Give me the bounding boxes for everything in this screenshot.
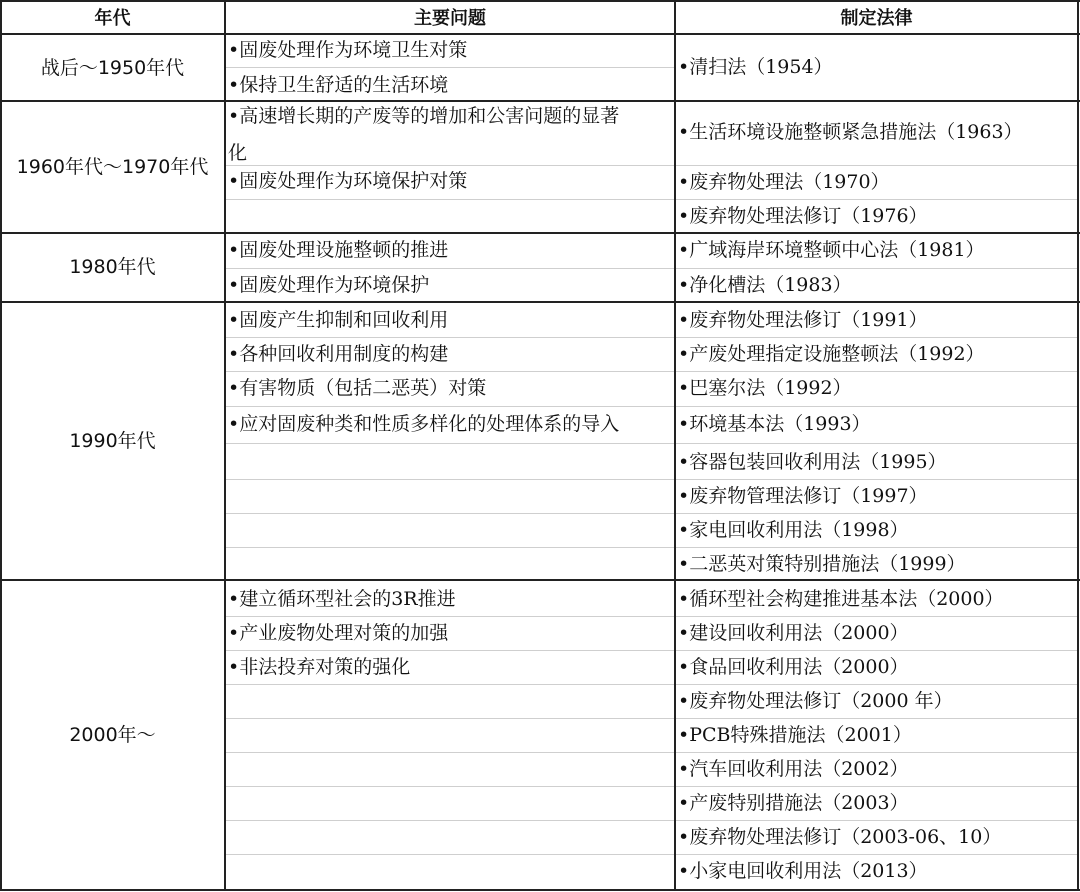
law-item: •巴塞尔法（1992） — [678, 377, 852, 399]
row-divider — [226, 752, 675, 753]
law-item: •广域海岸环境整顿中心法（1981） — [678, 239, 985, 261]
row-divider — [226, 786, 675, 787]
row-divider — [226, 67, 675, 68]
row-divider — [676, 820, 1078, 821]
law-item: •产废处理指定设施整顿法（1992） — [678, 343, 985, 365]
issue-item: •保持卫生舒适的生活环境 — [228, 74, 449, 96]
header-laws: 制定法律 — [840, 8, 913, 29]
issue-item: •非法投弃对策的强化 — [228, 656, 411, 678]
issue-item: •固废产生抑制和回收利用 — [228, 309, 449, 331]
law-item: •二恶英对策特别措施法（1999） — [678, 553, 966, 575]
row-divider — [676, 547, 1078, 548]
law-item: •废弃物处理法（1970） — [678, 171, 890, 193]
law-item: •食品回收利用法（2000） — [678, 656, 909, 678]
law-item: •废弃物处理法修订（2003-06、10） — [678, 826, 1002, 848]
row-divider — [676, 337, 1078, 338]
row-divider — [226, 650, 675, 651]
row-divider — [226, 406, 675, 407]
row-divider — [226, 718, 675, 719]
issue-item: •固废处理作为环境保护 — [228, 274, 430, 296]
era-border — [0, 301, 1080, 303]
issue-item: 化 — [228, 142, 248, 164]
row-divider — [676, 616, 1078, 617]
row-divider — [226, 443, 675, 444]
row-divider — [676, 406, 1078, 407]
column-divider — [674, 0, 676, 891]
row-divider — [226, 684, 675, 685]
law-item: •小家电回收利用法（2013） — [678, 860, 928, 882]
row-divider — [676, 513, 1078, 514]
row-divider — [676, 684, 1078, 685]
row-divider — [226, 854, 675, 855]
law-item: •废弃物管理法修订（1997） — [678, 485, 928, 507]
row-divider — [226, 199, 675, 200]
law-item: •产废特别措施法（2003） — [678, 792, 909, 814]
issue-item: •固废处理作为环境保护对策 — [228, 170, 468, 192]
era-cell: 1990年代 — [69, 430, 156, 452]
era-border — [0, 579, 1080, 581]
law-item: •净化槽法（1983） — [678, 274, 852, 296]
header-border — [0, 33, 1080, 35]
law-item: •容器包装回收利用法（1995） — [678, 451, 947, 473]
row-divider — [676, 165, 1078, 166]
column-divider — [224, 0, 226, 891]
issue-item: •固废处理设施整顿的推进 — [228, 239, 449, 261]
table-border-top — [0, 0, 1080, 2]
row-divider — [676, 268, 1078, 269]
law-item: •环境基本法（1993） — [678, 413, 871, 435]
issue-item: •有害物质（包括二恶英）对策 — [228, 377, 487, 399]
issue-item: •建立循环型社会的3R推进 — [228, 588, 456, 610]
era-cell: 战后～1950年代 — [40, 57, 185, 79]
issue-item: •各种回收利用制度的构建 — [228, 343, 449, 365]
law-item: •清扫法（1954） — [678, 56, 833, 78]
row-divider — [226, 165, 675, 166]
era-cell: 1960年代～1970年代 — [16, 156, 209, 178]
header-issues: 主要问题 — [414, 8, 486, 29]
row-divider — [226, 616, 675, 617]
row-divider — [226, 547, 675, 548]
law-item: •循环型社会构建推进基本法（2000） — [678, 588, 1004, 610]
law-item: •家电回收利用法（1998） — [678, 519, 909, 541]
law-item: •废弃物处理法修订（2000 年） — [678, 690, 953, 712]
row-divider — [226, 820, 675, 821]
row-divider — [676, 479, 1078, 480]
era-border — [0, 232, 1080, 234]
row-divider — [676, 786, 1078, 787]
era-border — [0, 100, 1080, 102]
era-cell: 1980年代 — [69, 256, 156, 278]
issue-item: •产业废物处理对策的加强 — [228, 622, 449, 644]
table-border-bottom — [0, 889, 1080, 891]
table-border-right — [1077, 0, 1079, 891]
row-divider — [676, 443, 1078, 444]
row-divider — [676, 752, 1078, 753]
row-divider — [676, 650, 1078, 651]
header-era: 年代 — [94, 8, 131, 29]
law-item: •废弃物处理法修订（1976） — [678, 205, 928, 227]
issue-item: •高速增长期的产废等的增加和公害问题的显著 — [228, 105, 620, 127]
era-cell: 2000年～ — [69, 724, 156, 746]
law-item: •汽车回收利用法（2002） — [678, 758, 909, 780]
row-divider — [676, 371, 1078, 372]
law-item: •废弃物处理法修订（1991） — [678, 309, 928, 331]
row-divider — [676, 199, 1078, 200]
issue-item: •应对固废种类和性质多样化的处理体系的导入 — [228, 413, 620, 435]
issue-item: •固废处理作为环境卫生对策 — [228, 39, 468, 61]
law-item: •生活环境设施整顿紧急措施法（1963） — [678, 121, 1023, 143]
row-divider — [676, 718, 1078, 719]
law-item: •建设回收利用法（2000） — [678, 622, 909, 644]
row-divider — [226, 337, 675, 338]
row-divider — [226, 513, 675, 514]
table-border-left — [0, 0, 2, 891]
law-item: •PCB特殊措施法（2001） — [678, 724, 912, 746]
row-divider — [226, 479, 675, 480]
row-divider — [226, 371, 675, 372]
row-divider — [676, 854, 1078, 855]
row-divider — [226, 268, 675, 269]
